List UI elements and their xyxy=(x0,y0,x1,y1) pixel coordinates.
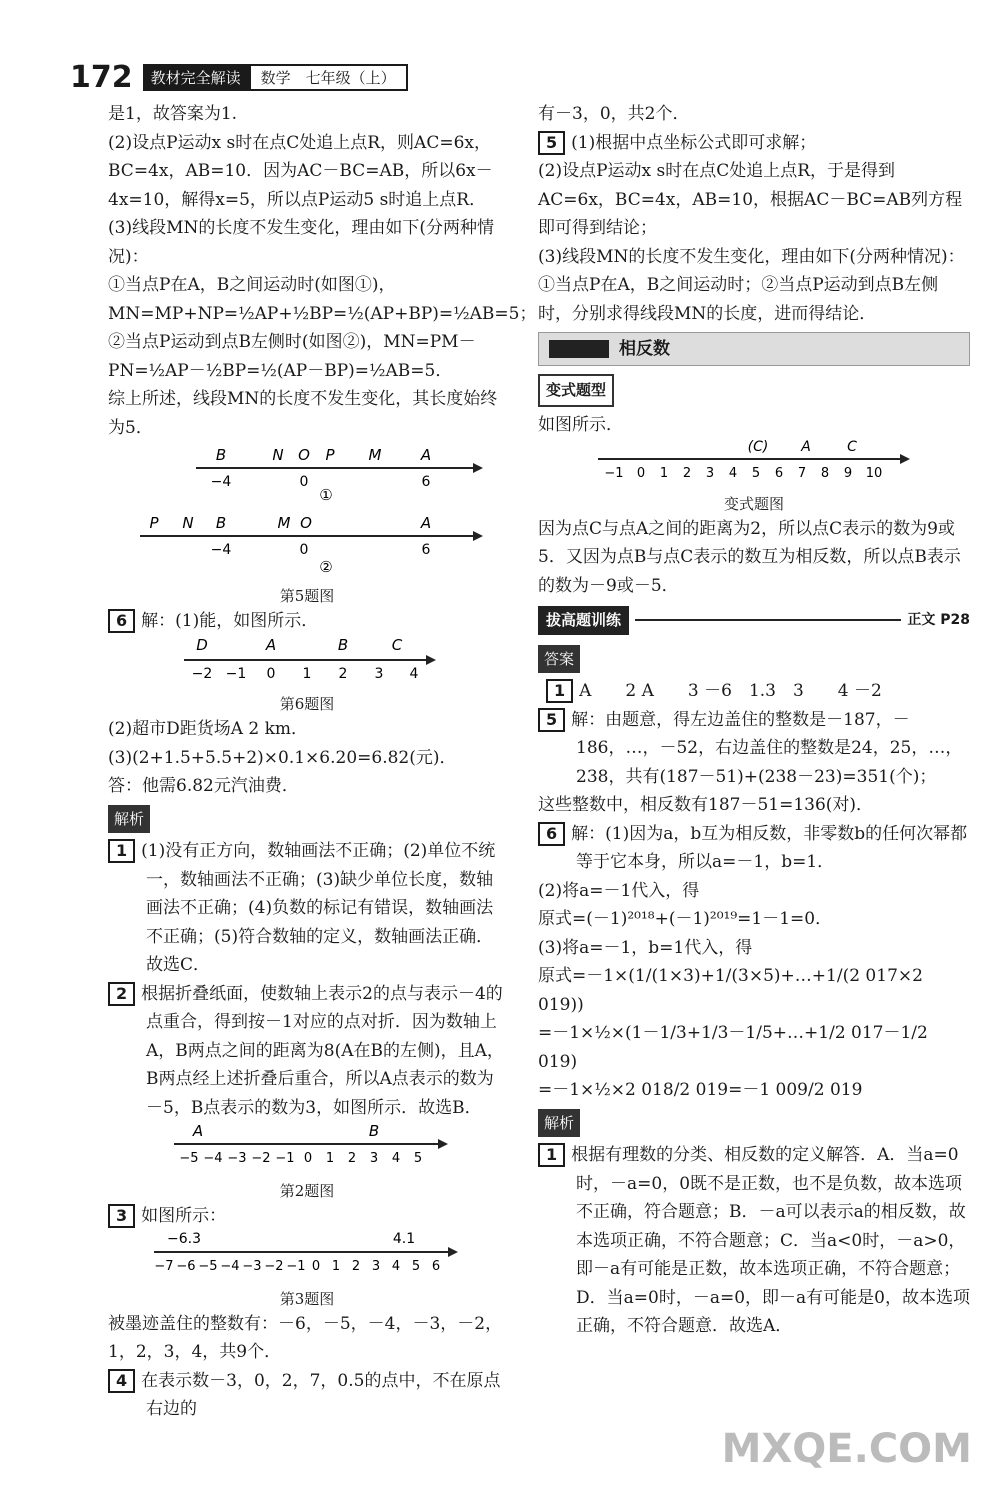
svg-text:−4: −4 xyxy=(203,1151,223,1166)
svg-text:−6: −6 xyxy=(176,1259,196,1274)
question-number: 6 xyxy=(108,609,135,633)
svg-text:4: 4 xyxy=(391,1151,401,1166)
svg-text:−5: −5 xyxy=(179,1151,199,1166)
svg-text:−3: −3 xyxy=(242,1259,262,1274)
svg-text:4: 4 xyxy=(728,466,738,481)
text: 在表示数－3，0，2，7，0.5的点中，不在原点右边的 xyxy=(141,1370,501,1419)
text: 根据有理数的分类、相反数的定义解答．A．当a=0时，－a=0，0既不是正数，也不是负数，故本选项不正确，符合题意；B．－a可以表示a的相反数，故本选项正确，不符合题意；C．当a<0时，－a>0，即－a有可能是正数，故本选项正确，不符合题意；D．当a=0时，－a=0，即－a有可能是0，故本选项正确，不符合题意．故选A． xyxy=(571,1145,970,1336)
svg-text:C: C xyxy=(391,635,403,654)
svg-text:−3: −3 xyxy=(227,1151,247,1166)
svg-text:−2: −2 xyxy=(264,1259,284,1274)
svg-text:−1: −1 xyxy=(275,1151,295,1166)
svg-text:10: 10 xyxy=(865,466,883,481)
svg-text:0: 0 xyxy=(636,466,646,481)
svg-text:M: M xyxy=(277,513,291,532)
svg-text:0: 0 xyxy=(311,1259,321,1274)
text: (3)将a=－1，b=1代入，得 xyxy=(538,937,753,958)
svg-text:N: N xyxy=(272,446,284,464)
question-number: 3 xyxy=(108,1204,135,1228)
text: 原式=－1×(1/(1×3)+1/(3×5)+…+1/(2 017×2 019)) xyxy=(538,966,923,1015)
text: (1)根据中点坐标公式即可求解； xyxy=(571,132,817,153)
svg-text:−4: −4 xyxy=(210,541,232,558)
text: 解：(1)因为a，b互为相反数，非零数b的任何次幂都等于它本身，所以a=－1，b=1． xyxy=(571,823,968,872)
number-line-fig6 xyxy=(108,636,506,684)
svg-text:O: O xyxy=(298,446,310,464)
training-ref: 正文 P28 xyxy=(907,612,970,628)
question-number: 2 xyxy=(108,982,135,1006)
number-line-fig3 xyxy=(108,1230,506,1278)
svg-text:−1: −1 xyxy=(225,665,247,682)
svg-text:−1: −1 xyxy=(604,466,624,481)
svg-text:A: A xyxy=(420,513,432,532)
svg-text:−5: −5 xyxy=(198,1259,218,1274)
svg-text:B: B xyxy=(215,513,227,532)
svg-text:−4: −4 xyxy=(220,1259,240,1274)
question-number: 1 xyxy=(546,679,573,703)
number-line-fig2 xyxy=(108,1122,506,1170)
svg-text:4: 4 xyxy=(409,665,419,682)
number-line-variant xyxy=(538,439,970,483)
svg-text:−2: −2 xyxy=(191,665,213,682)
svg-text:(C): (C) xyxy=(747,439,769,455)
svg-text:3: 3 xyxy=(371,1259,381,1274)
svg-text:2: 2 xyxy=(347,1151,357,1166)
text: (2)设点P运动x s时在点C处追上点R，则AC=6x，BC=4x，AB=10．因为AC－BC=AB，所以6x－4x=10，解得x=5，所以点P运动5 s时追上点R． xyxy=(108,132,493,210)
text: 有－3，0，共2个． xyxy=(538,104,690,124)
page-header xyxy=(70,60,408,94)
svg-text:2: 2 xyxy=(682,466,692,481)
svg-text:0: 0 xyxy=(299,474,309,490)
svg-text:B: B xyxy=(215,446,227,464)
fig-label: ① xyxy=(319,486,333,502)
svg-text:8: 8 xyxy=(820,466,830,481)
text: A 2 A 3 －6 1.3 3 4 －2 xyxy=(579,681,882,701)
svg-text:5: 5 xyxy=(751,466,761,481)
text: 因为点C与点A之间的距离为2，所以点C表示的数为9或5．又因为点B与点C表示的数互为相反数，所以点B表示的数为－9或－5． xyxy=(538,518,961,596)
figure-caption: 第2题图 xyxy=(279,1181,335,1200)
section-bar xyxy=(538,332,970,366)
figure-caption: 变式题图 xyxy=(723,494,784,513)
svg-text:7: 7 xyxy=(797,466,807,481)
text: (3)(2+1.5+5.5+2)×0.1×6.20=6.82(元)． xyxy=(108,747,457,768)
svg-text:N: N xyxy=(182,513,194,532)
svg-text:3: 3 xyxy=(369,1151,379,1166)
question-number: 5 xyxy=(538,708,565,732)
analysis-tag: 解析 xyxy=(538,1109,580,1138)
text: (2)设点P运动x s时在点C处追上点R，于是得到AC=6x，BC=4x，AB=10，根据AC－BC=AB列方程即可得到结论； xyxy=(538,161,963,238)
text: (1)没有正方向，数轴画法不正确；(2)单位不统一，数轴画法不正确；(3)缺少单位长度，数轴画法不正确；(4)负数的标记有错误，数轴画法不正确；(5)符合数轴的定义，数轴画法正确．故选C． xyxy=(141,841,496,975)
svg-text:−6.3: −6.3 xyxy=(167,1231,201,1247)
text: =－1×½×2 018/2 019=－1 009/2 019 xyxy=(538,1080,863,1100)
svg-text:5: 5 xyxy=(413,1151,423,1166)
figure-caption: 第6题图 xyxy=(279,695,335,713)
text: 答：他需6.82元汽油费． xyxy=(108,776,299,796)
question-number: 1 xyxy=(538,1143,565,1167)
fig-label: ② xyxy=(319,557,333,576)
svg-text:A: A xyxy=(192,1122,204,1140)
text: 如图所示： xyxy=(141,1205,227,1226)
text: 如图所示． xyxy=(538,414,623,435)
figure-caption: 第5题图 xyxy=(279,587,335,605)
svg-text:−7: −7 xyxy=(154,1259,174,1274)
svg-text:3: 3 xyxy=(374,665,384,682)
right-column xyxy=(538,100,970,1341)
svg-text:−2: −2 xyxy=(251,1151,271,1166)
svg-text:C: C xyxy=(847,439,857,455)
training-label: 拔高题训练 xyxy=(538,606,629,635)
text: 根据折叠纸面，使数轴上表示2的点与表示－4的点重合，得到按－1对应的点对折．因为数轴上A，B两点之间的距离为8(A在B的左侧)，且A，B两点经上述折叠后重合，所以A点表示的数为－5，B点表示的数为3，如图所示．故选B． xyxy=(141,983,504,1118)
text: 解：由题意，得左边盖住的整数是－187，－186，…，－52，右边盖住的整数是24，25，…，238，共有(187－51)+(238－23)=351(个)； xyxy=(571,709,963,787)
watermark: MXQE.COM xyxy=(721,1426,972,1472)
training-bar xyxy=(538,606,970,635)
text: 原式=(－1)²⁰¹⁸+(－1)²⁰¹⁹=1－1=0． xyxy=(538,909,833,929)
svg-text:6: 6 xyxy=(421,541,431,558)
svg-text:1: 1 xyxy=(331,1259,341,1274)
svg-text:3: 3 xyxy=(705,466,715,481)
section-title: 相反数 xyxy=(619,338,670,359)
text: (2)超市D距货场A 2 km． xyxy=(108,719,309,739)
svg-text:B: B xyxy=(368,1122,380,1140)
svg-text:9: 9 xyxy=(843,466,853,481)
svg-text:P: P xyxy=(325,446,335,464)
text: 综上所述，线段MN的长度不发生变化，其长度始终为5． xyxy=(108,389,498,438)
svg-text:4: 4 xyxy=(391,1259,401,1274)
subject-label: 数学 七年级（上） xyxy=(249,64,408,91)
number-line-fig5-1 xyxy=(108,442,506,502)
svg-text:6: 6 xyxy=(774,466,784,481)
text: ①当点P在A，B之间运动时(如图①)，MN=MP+NP=½AP+½BP=½(AP+BP)=½AB=5； xyxy=(108,275,537,324)
answer-tag: 答案 xyxy=(538,645,580,674)
figure-caption: 第3题图 xyxy=(279,1289,335,1308)
svg-text:D: D xyxy=(196,635,208,654)
svg-text:A: A xyxy=(801,439,811,455)
text: (2)将a=－1代入，得 xyxy=(538,880,700,901)
svg-text:1: 1 xyxy=(659,466,669,481)
svg-text:0: 0 xyxy=(266,665,276,682)
svg-text:−4: −4 xyxy=(210,474,232,490)
svg-text:−1: −1 xyxy=(286,1259,306,1274)
svg-text:0: 0 xyxy=(303,1151,313,1166)
text: 解：(1)能，如图所示． xyxy=(141,611,319,631)
question-number: 1 xyxy=(108,839,135,863)
book-title: 教材完全解读 xyxy=(143,64,249,91)
svg-text:B: B xyxy=(337,635,349,654)
text: ②当点P运动到点B左侧时(如图②)，MN=PM－PN=½AP－½BP=½(AP－BP)=½AB=5． xyxy=(108,332,476,381)
variant-tag: 变式题型 xyxy=(538,374,614,407)
svg-text:A: A xyxy=(420,446,432,464)
svg-text:6: 6 xyxy=(421,474,431,490)
svg-text:1: 1 xyxy=(325,1151,335,1166)
svg-text:4.1: 4.1 xyxy=(392,1231,416,1247)
svg-text:0: 0 xyxy=(299,541,309,558)
question-number: 6 xyxy=(538,822,565,846)
svg-text:5: 5 xyxy=(411,1259,421,1274)
text: (3)线段MN的长度不发生变化，理由如下(分两种情况)： xyxy=(108,218,494,267)
svg-text:2: 2 xyxy=(351,1259,361,1274)
svg-text:P: P xyxy=(149,513,159,532)
text: 被墨迹盖住的整数有：－6，－5，－4，－3，－2，1，2，3，4，共9个． xyxy=(108,1313,503,1362)
svg-text:1: 1 xyxy=(302,665,312,682)
number-line-fig5-2 xyxy=(108,512,506,576)
svg-text:M: M xyxy=(368,446,382,464)
text: 这些整数中，相反数有187－51=136(对)． xyxy=(538,795,874,815)
text: (3)线段MN的长度不发生变化，理由如下(分两种情况)：①当点P在A，B之间运动时；②当点P运动到点B左侧时，分别求得线段MN的长度，进而得结论． xyxy=(538,246,965,324)
text: =－1×½×(1－1/3+1/3－1/5+…+1/2 017－1/2 019) xyxy=(538,1023,928,1072)
page-number: 172 xyxy=(70,59,133,95)
svg-text:O: O xyxy=(300,513,312,532)
svg-text:2: 2 xyxy=(338,665,348,682)
question-number: 4 xyxy=(108,1369,135,1393)
svg-text:A: A xyxy=(265,635,277,654)
left-column xyxy=(108,100,537,1424)
analysis-tag: 解析 xyxy=(108,805,150,834)
question-number: 5 xyxy=(538,131,565,155)
text: 是1，故答案为1. xyxy=(108,104,238,124)
svg-text:6: 6 xyxy=(431,1259,441,1274)
